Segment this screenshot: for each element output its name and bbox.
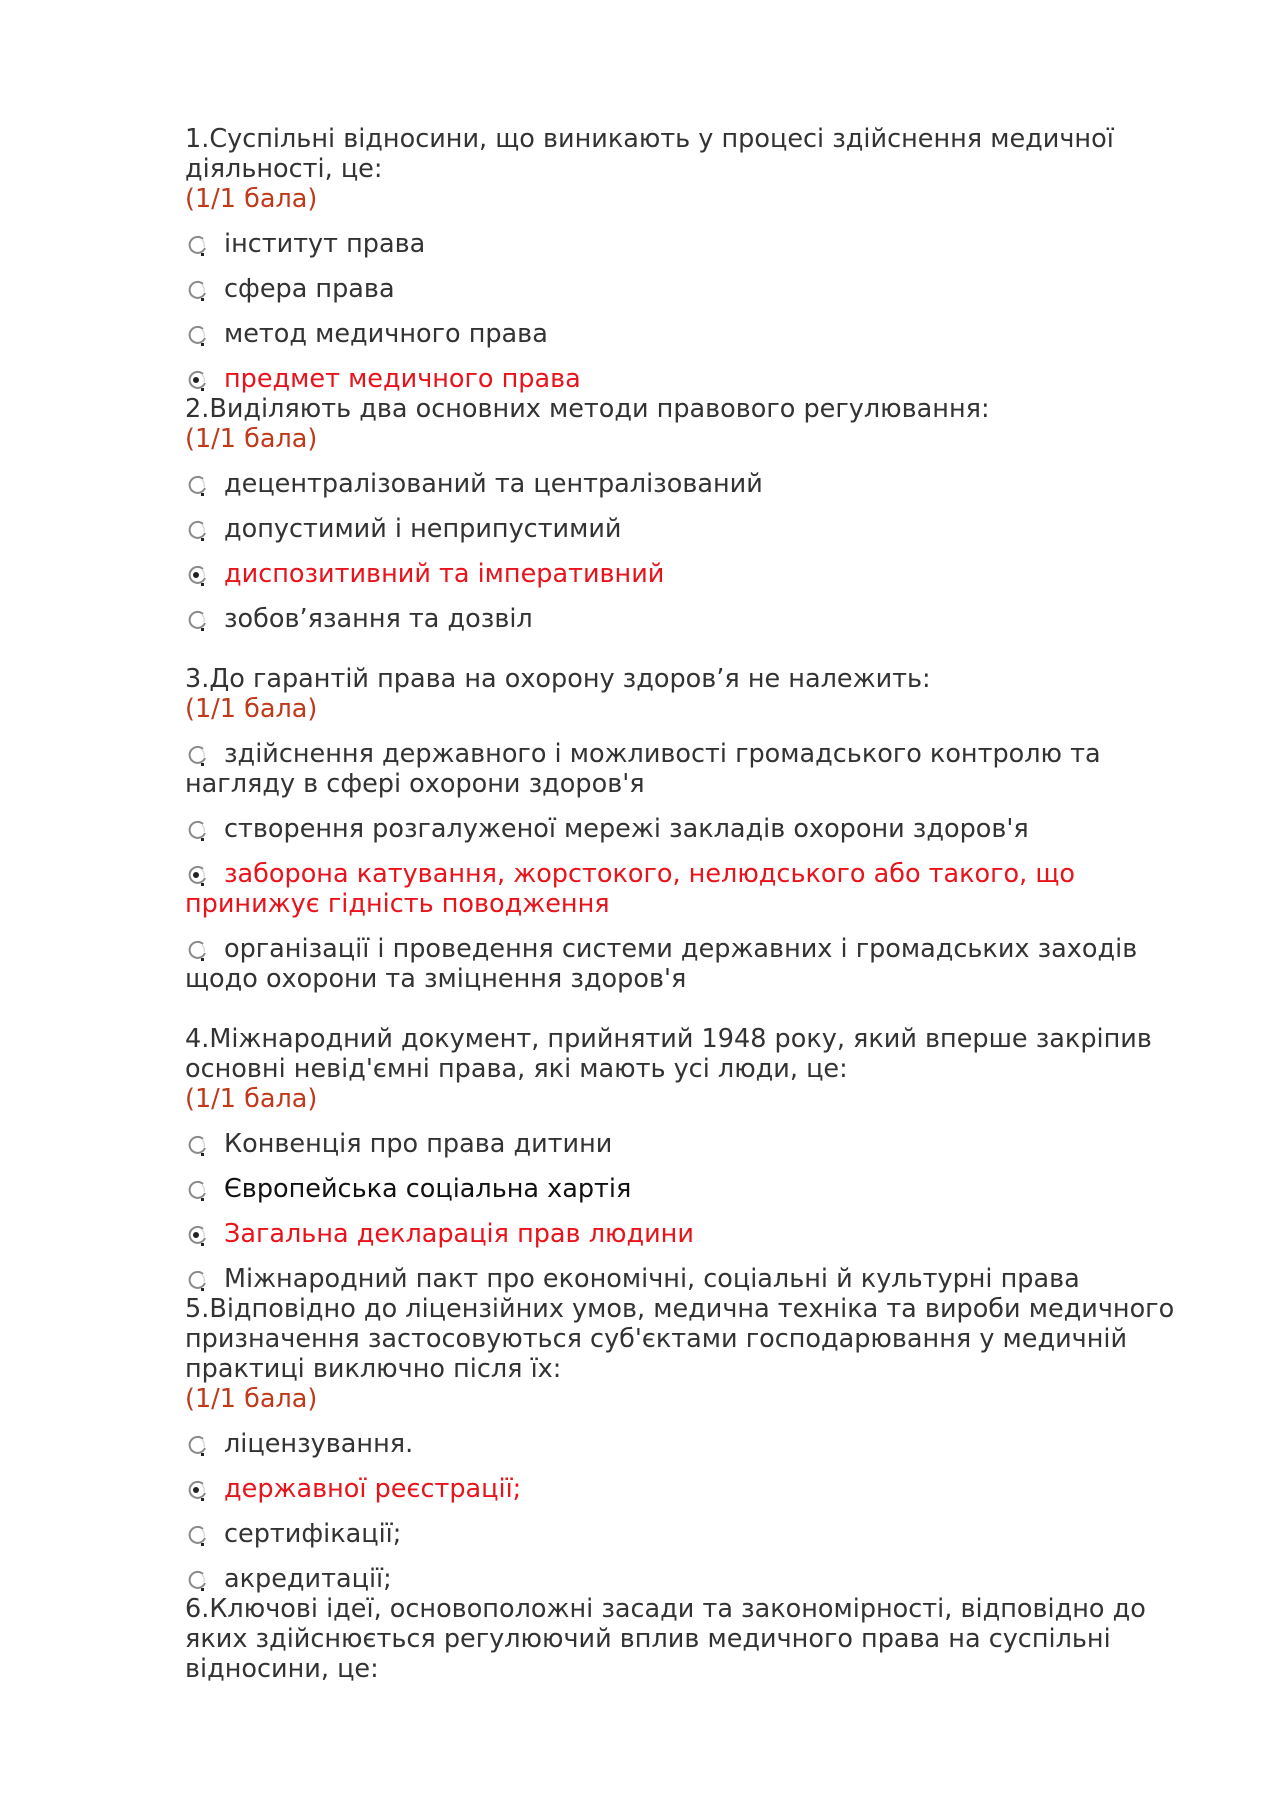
- radio-unchecked-icon[interactable]: [185, 1524, 209, 1548]
- answer-option[interactable]: [185, 1264, 1195, 1294]
- radio-checked-icon[interactable]: [185, 1479, 209, 1503]
- option-label: зобов’язання та дозвіл: [224, 604, 533, 634]
- answer-option-selected[interactable]: [185, 1474, 1195, 1504]
- radio-unchecked-icon[interactable]: [185, 1269, 209, 1293]
- option-label: Міжнародний пакт про економічні, соціальні й культурні права: [224, 1264, 1080, 1294]
- radio-unchecked-icon[interactable]: [185, 1179, 209, 1203]
- option-label-correct: державної реєстрації;: [224, 1474, 522, 1504]
- question-score: (1/1 бала): [185, 1384, 318, 1414]
- option-label: Конвенція про права дитини: [224, 1129, 613, 1159]
- answer-option[interactable]: [185, 1174, 1195, 1204]
- radio-checked-icon[interactable]: [185, 369, 209, 393]
- question-2: [185, 394, 1195, 634]
- answer-option[interactable]: [185, 274, 1195, 304]
- option-label: акредитації;: [224, 1564, 392, 1594]
- question-6: [185, 1594, 1195, 1684]
- radio-unchecked-icon[interactable]: [185, 519, 209, 543]
- radio-unchecked-icon[interactable]: [185, 819, 209, 843]
- quiz-results-page: [185, 124, 1195, 1684]
- radio-checked-icon[interactable]: [185, 564, 209, 588]
- question-score: (1/1 бала): [185, 694, 318, 724]
- option-label-correct: диспозитивний та імперативний: [224, 559, 665, 589]
- question-text: 2.Виділяють два основних методи правового регулювання:: [185, 394, 990, 424]
- question-score: (1/1 бала): [185, 184, 318, 214]
- spacer: [185, 634, 1195, 664]
- radio-checked-icon[interactable]: [185, 1224, 209, 1248]
- radio-unchecked-icon[interactable]: [185, 939, 209, 963]
- option-label-correct: предмет медичного права: [224, 364, 581, 394]
- question-score: (1/1 бала): [185, 1084, 318, 1114]
- answer-option-selected[interactable]: [185, 364, 1195, 394]
- option-label: сертифікації;: [224, 1519, 402, 1549]
- question-4: [185, 1024, 1195, 1294]
- question-text: 3.До гарантій права на охорону здоров’я не належить:: [185, 664, 931, 694]
- answer-option[interactable]: [185, 934, 1195, 994]
- answer-option[interactable]: [185, 319, 1195, 349]
- radio-checked-icon[interactable]: [185, 864, 209, 888]
- spacer: [185, 994, 1195, 1024]
- option-label: допустимий і неприпустимий: [224, 514, 622, 544]
- option-label: організації і проведення системи державних і громадських заходів щодо охорони та зміцнення здоров'я: [185, 934, 1138, 994]
- question-5: [185, 1294, 1195, 1594]
- option-label-correct: заборона катування, жорстокого, нелюдського або такого, що принижує гідність поводження: [185, 859, 1075, 919]
- option-label-correct: Загальна декларація прав людини: [224, 1219, 694, 1249]
- option-label: інститут права: [224, 229, 426, 259]
- radio-unchecked-icon[interactable]: [185, 609, 209, 633]
- option-label: децентралізований та централізований: [224, 469, 763, 499]
- option-label: ліцензування.: [224, 1429, 414, 1459]
- option-label: сфера права: [224, 274, 395, 304]
- option-label: здійснення державного і можливості громадського контролю та нагляду в сфері охорони здоров'я: [185, 739, 1101, 799]
- question-3: [185, 664, 1195, 994]
- answer-option[interactable]: [185, 1564, 1195, 1594]
- question-text: 6.Ключові ідеї, основоположні засади та закономірності, відповідно до яких здійснюється регулюючий вплив медичного права на суспільні відносини, це:: [185, 1594, 1146, 1684]
- question-1: [185, 124, 1195, 394]
- radio-unchecked-icon[interactable]: [185, 279, 209, 303]
- radio-unchecked-icon[interactable]: [185, 474, 209, 498]
- question-text: 5.Відповідно до ліцензійних умов, медична техніка та вироби медичного призначення застосовуються суб'єктами господарювання у медичній практиці виключно після їх:: [185, 1294, 1175, 1384]
- radio-unchecked-icon[interactable]: [185, 324, 209, 348]
- radio-unchecked-icon[interactable]: [185, 234, 209, 258]
- answer-option[interactable]: [185, 739, 1195, 799]
- answer-option[interactable]: [185, 469, 1195, 499]
- question-text: 1.Суспільні відносини, що виникають у процесі здійснення медичної діяльності, це:: [185, 124, 1114, 184]
- radio-unchecked-icon[interactable]: [185, 1569, 209, 1593]
- answer-option[interactable]: [185, 1129, 1195, 1159]
- answer-option-selected[interactable]: [185, 859, 1195, 919]
- answer-option-selected[interactable]: [185, 559, 1195, 589]
- answer-option[interactable]: [185, 1519, 1195, 1549]
- question-text: 4.Міжнародний документ, прийнятий 1948 року, який вперше закріпив основні невід'ємні права, які мають усі люди, це:: [185, 1024, 1152, 1084]
- option-label: метод медичного права: [224, 319, 548, 349]
- answer-option[interactable]: [185, 514, 1195, 544]
- radio-unchecked-icon[interactable]: [185, 1134, 209, 1158]
- radio-unchecked-icon[interactable]: [185, 744, 209, 768]
- answer-option[interactable]: [185, 1429, 1195, 1459]
- answer-option[interactable]: [185, 604, 1195, 634]
- question-score: (1/1 бала): [185, 424, 318, 454]
- answer-option[interactable]: [185, 814, 1195, 844]
- option-label: створення розгалуженої мережі закладів охорони здоров'я: [224, 814, 1029, 844]
- radio-unchecked-icon[interactable]: [185, 1434, 209, 1458]
- answer-option-selected[interactable]: [185, 1219, 1195, 1249]
- option-label: Європейська соціальна хартія: [224, 1174, 632, 1204]
- answer-option[interactable]: [185, 229, 1195, 259]
